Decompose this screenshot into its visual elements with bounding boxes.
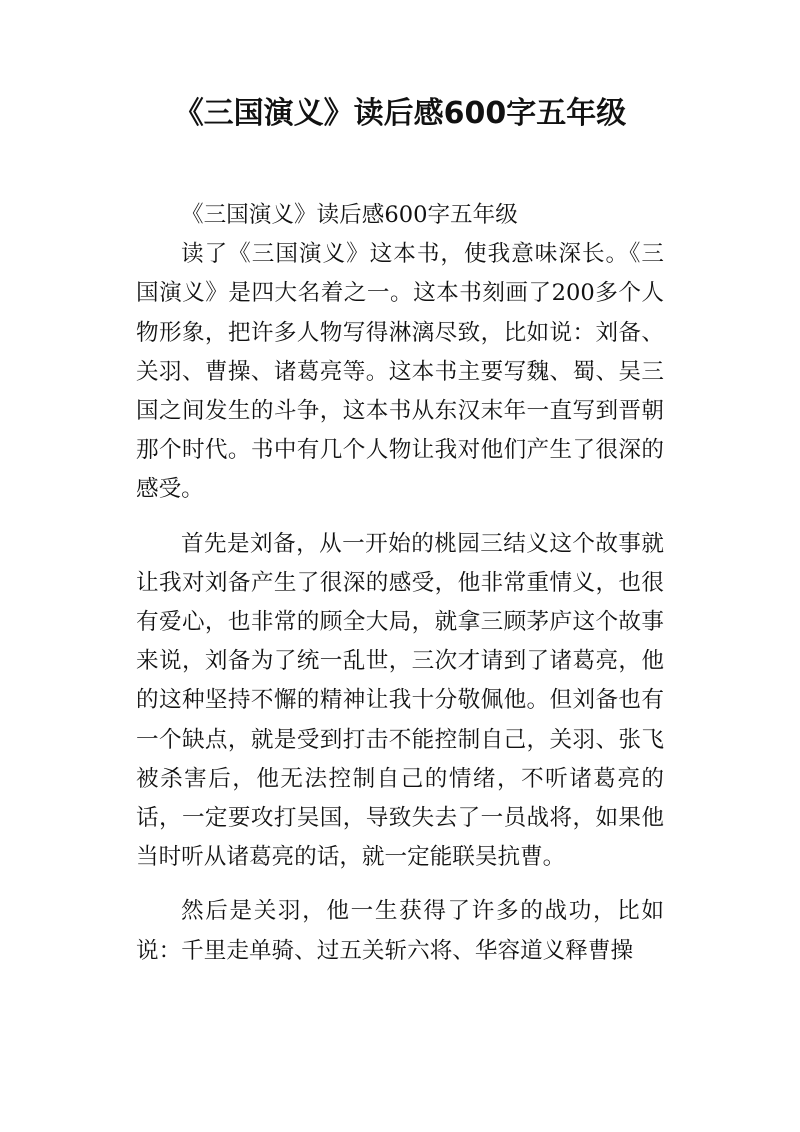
paragraph-liu-bei: 首先是刘备，从一开始的桃园三结义这个故事就让我对刘备产生了很深的感受，他非常重情义，也很有爱心，也非常的顾全大局，就拿三顾茅庐这个故事来说，刘备为了统一乱世，三次才请到了诸葛亮，他的这种坚持不懈的精神让我十分敬佩他。但刘备也有一个缺点，就是受到打击不能控制自己，关羽、张飞被杀害后，他无法控制自己的情绪，不听诸葛亮的话，一定要攻打吴国，导致失去了一员战将，如果他当时听从诸葛亮的话，就一定能联吴抗曹。 — [136, 530, 664, 871]
document-title: 《三国演义》读后感600字五年级 — [173, 96, 627, 131]
paragraph-guan-yu: 然后是关羽，他一生获得了许多的战功，比如说：千里走单骑、过五关斩六将、华容道义释曹操 — [136, 898, 664, 964]
paragraph-subtitle: 《三国演义》读后感600字五年级 — [181, 202, 518, 228]
document-body — [136, 196, 664, 971]
paragraph-intro: 读了《三国演义》这本书，使我意味深长。《三国演义》是四大名着之一。这本书刻画了200多个人物形象，把许多人物写得淋漓尽致，比如说：刘备、关羽、曹操、诸葛亮等。这本书主要写魏、蜀、吴三国之间发生的斗争，这本书从东汉末年一直写到晋朝那个时代。书中有几个人物让我对他们产生了很深的感受。 — [136, 241, 664, 503]
